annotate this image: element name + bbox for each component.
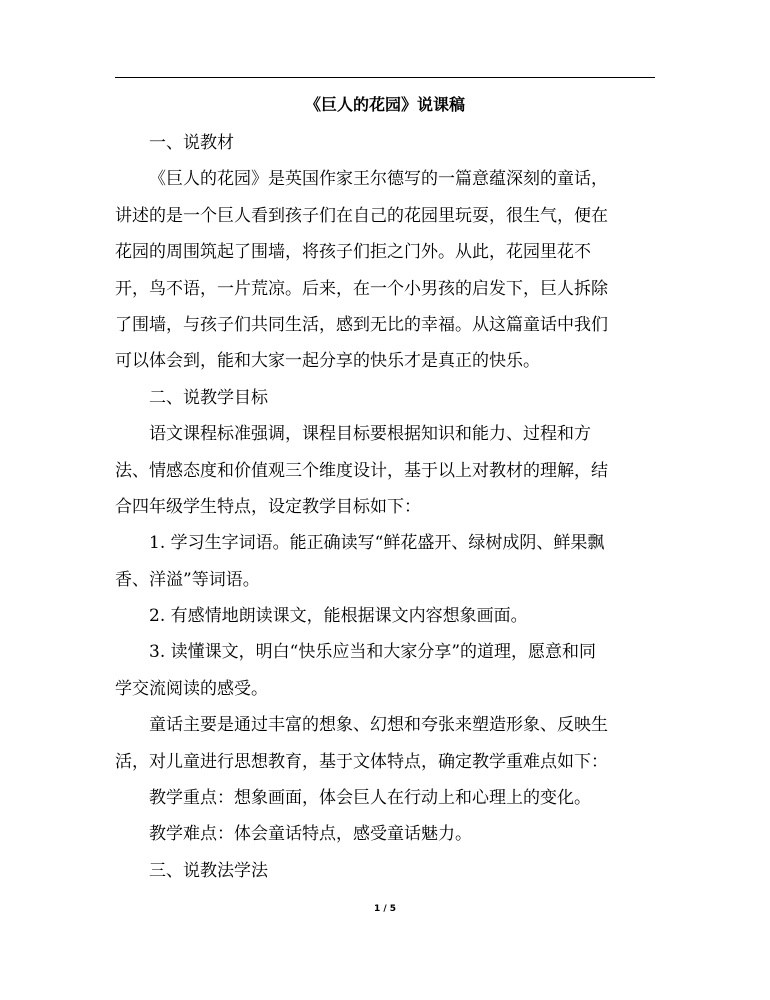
difficulty-line: 教学难点：体会童话特点，感受童话魅力。	[149, 824, 472, 845]
header-rule	[115, 77, 655, 78]
paragraph-line: 活，对儿童进行思想教育，基于文体特点，确定教学重难点如下：	[115, 751, 608, 772]
list-item: 1. 学习生字词语。能正确读写“鲜花盛开、绿树成阴、鲜果飘	[149, 533, 605, 554]
paragraph-line: 花园的周围筑起了围墙，将孩子们拒之门外。从此，花园里花不	[115, 242, 591, 263]
paragraph-line: 合四年级学生特点，设定教学目标如下：	[115, 496, 421, 517]
paragraph-line: 语文课程标准强调，课程目标要根据知识和能力、过程和方	[149, 424, 591, 445]
page-title: 《巨人的花园》说课稿	[304, 95, 465, 114]
paragraph-line: 了围墙，与孩子们共同生活，感到无比的幸福。从这篇童话中我们	[115, 314, 608, 335]
paragraph-line: 讲述的是一个巨人看到孩子们在自己的花园里玩耍，很生气，便在	[115, 205, 608, 226]
list-item-continuation: 学交流阅读的感受。	[115, 678, 268, 699]
paragraph-line: 可以体会到，能和大家一起分享的快乐才是真正的快乐。	[115, 351, 540, 372]
list-item: 3. 读懂课文，明白“快乐应当和大家分享”的道理，愿意和同	[149, 642, 597, 663]
paragraph-line: 童话主要是通过丰富的想象、幻想和夸张来塑造形象、反映生	[149, 715, 608, 736]
paragraph-line: 法、情感态度和价值观三个维度设计，基于以上对教材的理解，结	[115, 460, 608, 481]
section-heading: 三、说教法学法	[149, 860, 268, 881]
paragraph-line: 开，鸟不语，一片荒凉。后来，在一个小男孩的启发下，巨人拆除	[115, 278, 608, 299]
list-item: 2. 有感情地朗读课文，能根据课文内容想象画面。	[149, 606, 528, 627]
paragraph-line: 《巨人的花园》是英国作家王尔德写的一篇意蕴深刻的童话，	[149, 169, 608, 190]
document-body	[115, 132, 660, 896]
section-heading: 二、说教学目标	[149, 387, 268, 408]
key-point-line: 教学重点：想象画面，体会巨人在行动上和心理上的变化。	[149, 788, 591, 809]
section-heading: 一、说教材	[149, 133, 234, 153]
page-number: 1 / 5	[373, 904, 397, 914]
list-item-continuation: 香、洋溢”等词语。	[115, 569, 260, 590]
